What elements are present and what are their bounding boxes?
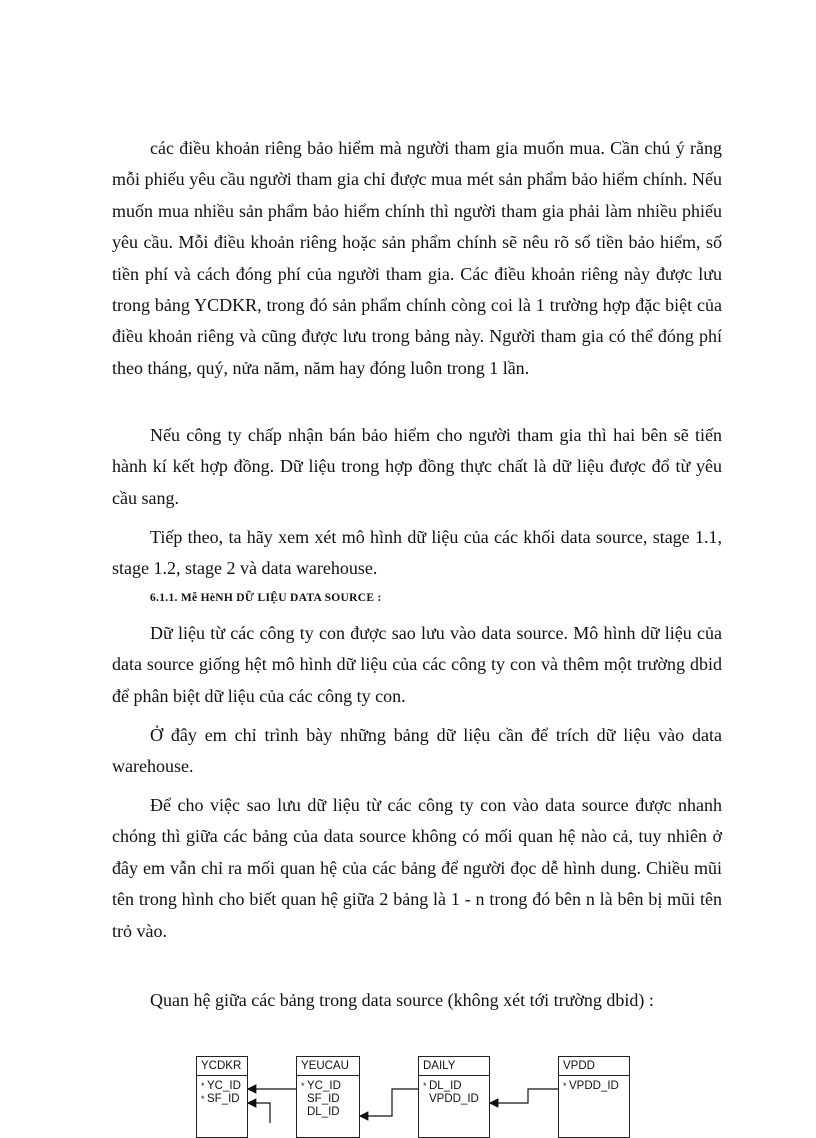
primary-key-marker: * [301,1081,305,1091]
paragraph-2 [112,420,722,514]
field-name: VPDD_ID [569,1080,619,1092]
field-name: YC_ID [207,1080,241,1092]
table-field [201,1093,243,1106]
field-name: SF_ID [307,1093,340,1105]
paragraph-1-text: các điều khoản riêng bảo hiểm mà người tham gia muốn mua. Cần chú ý rằng mỗi phiếu yêu cầu người tham gia chỉ được mua mét sản phẩm bảo hiểm chính. Nếu muốn mua nhiều sản phẩm bảo hiểm chính thì người tham gia phải làm nhiều phiếu yêu cầu. Mỗi điều khoản riêng hoặc sản phẩm chính sẽ nêu rõ số tiền bảo hiểm, số tiền phí và cách đóng phí của người tham gia. Các điều khoản riêng này được lưu trong bảng YCDKR, trong đó sản phẩm chính còng coi là 1 trường hợp đặc biệt của điều khoản riêng và cũng được lưu trong bảng này. Người tham gia có thể đóng phí theo tháng, quý, nửa năm, năm hay đóng luôn trong 1 lần. [112,138,722,378]
paragraph-5-text: Ở đây em chỉ trình bày những bảng dữ liệu cần để trích dữ liệu vào data warehouse. [112,725,722,777]
table-vpdd [558,1056,630,1138]
primary-key-marker: * [563,1081,567,1091]
table-field [563,1080,625,1093]
primary-key-marker: * [201,1094,205,1104]
field-name: VPDD_ID [429,1093,479,1105]
paragraph-6 [112,790,722,947]
field-name: DL_ID [307,1106,340,1118]
arrow-sf-ycdkr [248,1103,270,1123]
primary-key-marker: * [201,1081,205,1091]
field-name: YC_ID [307,1080,341,1092]
table-field [301,1093,355,1106]
table-field [423,1080,485,1093]
paragraph-5 [112,720,722,783]
table-field [301,1080,355,1093]
paragraph-4-text: Dữ liệu từ các công ty con được sao lưu vào data source. Mô hình dữ liệu của data source giống hệt mô hình dữ liệu của các công ty con và thêm một trường dbid để phân biệt dữ liệu của các công ty con. [112,623,722,706]
diagram-caption: Quan hệ giữa các bảng trong data source (không xét tới trường dbid) : [150,990,654,1010]
paragraph-6-text: Để cho việc sao lưu dữ liệu từ các công ty con vào data source được nhanh chóng thì giữa các bảng của data source không có mối quan hệ nào cả, tuy nhiên ở đây em vẫn chỉ ra mối quan hệ của các bảng để người đọc dễ hình dung. Chiều mũi tên trong hình cho biết quan hệ giữa 2 bảng là 1 - n trong đó bên n là bên bị mũi tên trỏ vào. [112,795,722,941]
primary-key-marker: * [423,1081,427,1091]
table-ycdkr-name: YCDKR [197,1057,247,1076]
field-name: DL_ID [429,1080,462,1092]
table-field [423,1093,485,1106]
table-yeucau-name: YEUCAU [297,1057,359,1076]
paragraph-3-text: Tiếp theo, ta hãy xem xét mô hình dữ liệu của các khối data source, stage 1.1, stage 1.2, stage 2 và data warehouse. [112,527,722,579]
paragraph-3 [112,522,722,585]
field-name: SF_ID [207,1093,240,1105]
paragraph-2-text: Nếu công ty chấp nhận bán bảo hiểm cho người tham gia thì hai bên sẽ tiến hành kí kết hợp đồng. Dữ liệu trong hợp đồng thực chất là dữ liệu được đổ từ yêu cầu sang. [112,425,722,508]
table-daily-name: DAILY [419,1057,489,1076]
table-vpdd-name: VPDD [559,1057,629,1076]
table-field [201,1080,243,1093]
paragraph-1 [112,133,722,384]
table-field [301,1106,355,1119]
table-ycdkr [196,1056,248,1138]
section-heading: 6.1.1. Mễ HèNH DỮ LIỆU DATA SOURCE : [150,592,382,604]
arrow-vpdd-daily [490,1089,558,1103]
paragraph-4 [112,618,722,712]
arrow-daily-yeucau [360,1089,418,1116]
table-yeucau [296,1056,360,1138]
table-daily [418,1056,490,1138]
